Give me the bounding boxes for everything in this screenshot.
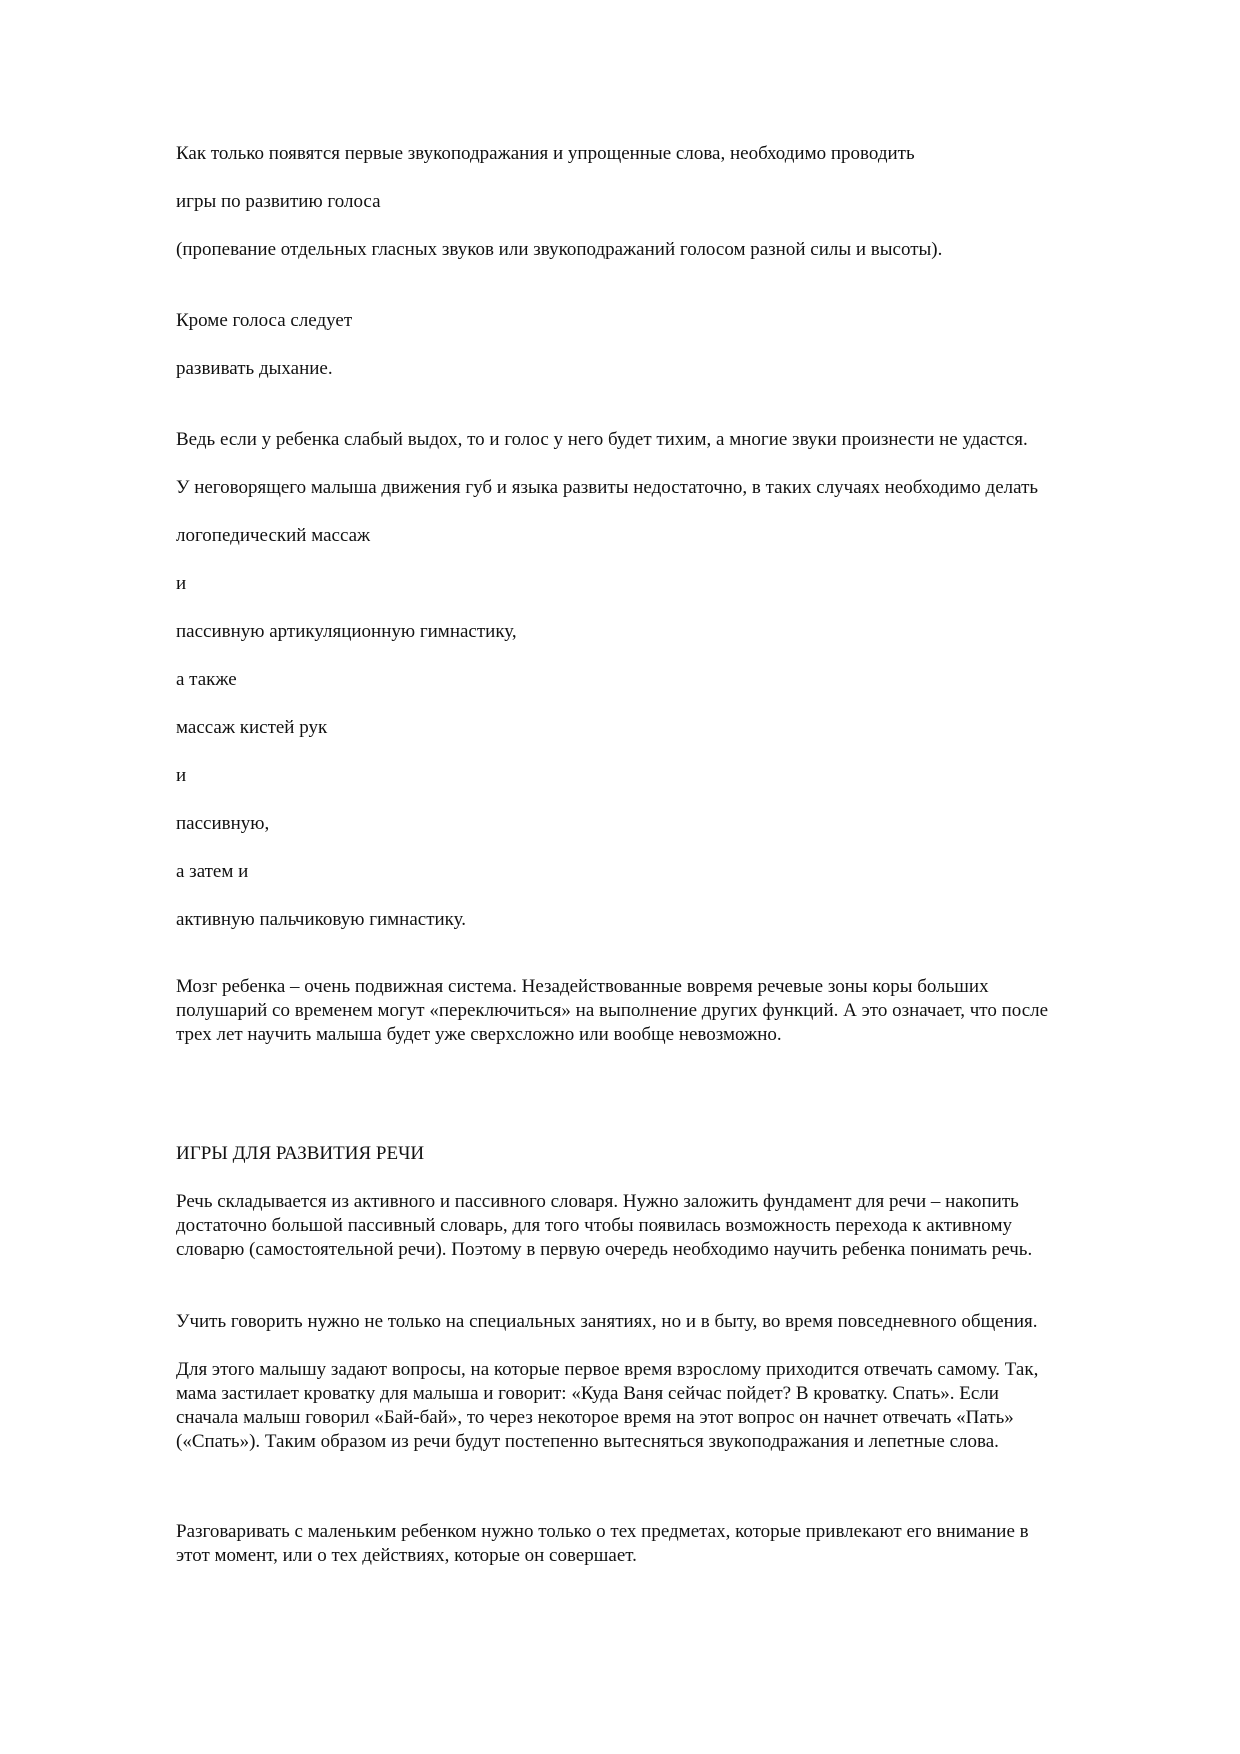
paragraph-line: словарю (самостоятельной речи). Поэтому в первую очередь необходимо научить ребенка понимать речь. xyxy=(176,1239,1033,1260)
paragraph-line: («Спать»). Таким образом из речи будут постепенно вытесняться звукоподражания и лепетные слова. xyxy=(176,1431,999,1452)
paragraph-line: Для этого малышу задают вопросы, на которые первое время взрослому приходится отвечать самому. Так, xyxy=(176,1359,1039,1380)
paragraph-line: трех лет научить малыша будет уже сверхсложно или вообще невозможно. xyxy=(176,1024,782,1045)
text-line: Как только появятся первые звукоподражания и упрощенные слова, необходимо проводить xyxy=(176,143,915,164)
text-line: логопедический массаж xyxy=(176,525,371,546)
everyday-paragraph: Учить говорить нужно не только на специальных занятиях, но и в быту, во время повседневного общения. xyxy=(176,1311,1038,1332)
text-line: (пропевание отдельных гласных звуков или звукоподражаний голосом разной силы и высоты). xyxy=(176,239,943,260)
text-line: а также xyxy=(176,669,237,690)
paragraph-line: сначала малыш говорил «Бай-бай», то через некоторое время на этот вопрос он начнет отвечать «Пать» xyxy=(176,1407,1014,1428)
text-line: Ведь если у ребенка слабый выдох, то и голос у него будет тихим, а многие звуки произнести не удастся. xyxy=(176,429,1028,450)
paragraph-line: Речь складывается из активного и пассивного словаря. Нужно заложить фундамент для речи – накопить xyxy=(176,1191,1019,1212)
section-heading: ИГРЫ ДЛЯ РАЗВИТИЯ РЕЧИ xyxy=(176,1143,425,1164)
text-line: пассивную артикуляционную гимнастику, xyxy=(176,621,517,642)
talk-paragraph xyxy=(176,1520,1136,1568)
text-line: игры по развитию голоса xyxy=(176,191,381,212)
paragraph-line: достаточно большой пассивный словарь, для того чтобы появилась возможность перехода к активному xyxy=(176,1215,1012,1236)
paragraph-line: этот момент, или о тех действиях, которые он совершает. xyxy=(176,1545,637,1566)
questions-paragraph xyxy=(176,1358,1136,1454)
text-line: и xyxy=(176,765,187,786)
paragraph-line: Мозг ребенка – очень подвижная система. Незадействованные вовремя речевые зоны коры больших xyxy=(176,976,989,997)
text-line: активную пальчиковую гимнастику. xyxy=(176,909,466,930)
text-line: развивать дыхание. xyxy=(176,358,333,379)
brain-paragraph xyxy=(176,975,1136,1047)
text-line: а затем и xyxy=(176,861,249,882)
text-line: пассивную, xyxy=(176,813,270,834)
paragraph-line: мама застилает кроватку для малыша и говорит: «Куда Ваня сейчас пойдет? В кроватку. Спать». Если xyxy=(176,1383,999,1404)
text-line: Кроме голоса следует xyxy=(176,310,353,331)
paragraph-line: Разговаривать с маленьким ребенком нужно только о тех предметах, которые привлекают его внимание в xyxy=(176,1521,1029,1542)
speech-paragraph xyxy=(176,1190,1136,1262)
text-line: массаж кистей рук xyxy=(176,717,328,738)
paragraph-line: полушарий со временем могут «переключиться» на выполнение других функций. А это означает, что после xyxy=(176,1000,1049,1021)
text-line: У неговорящего малыша движения губ и языка развиты недостаточно, в таких случаях необходимо делать xyxy=(176,477,1039,498)
text-line: и xyxy=(176,573,187,594)
